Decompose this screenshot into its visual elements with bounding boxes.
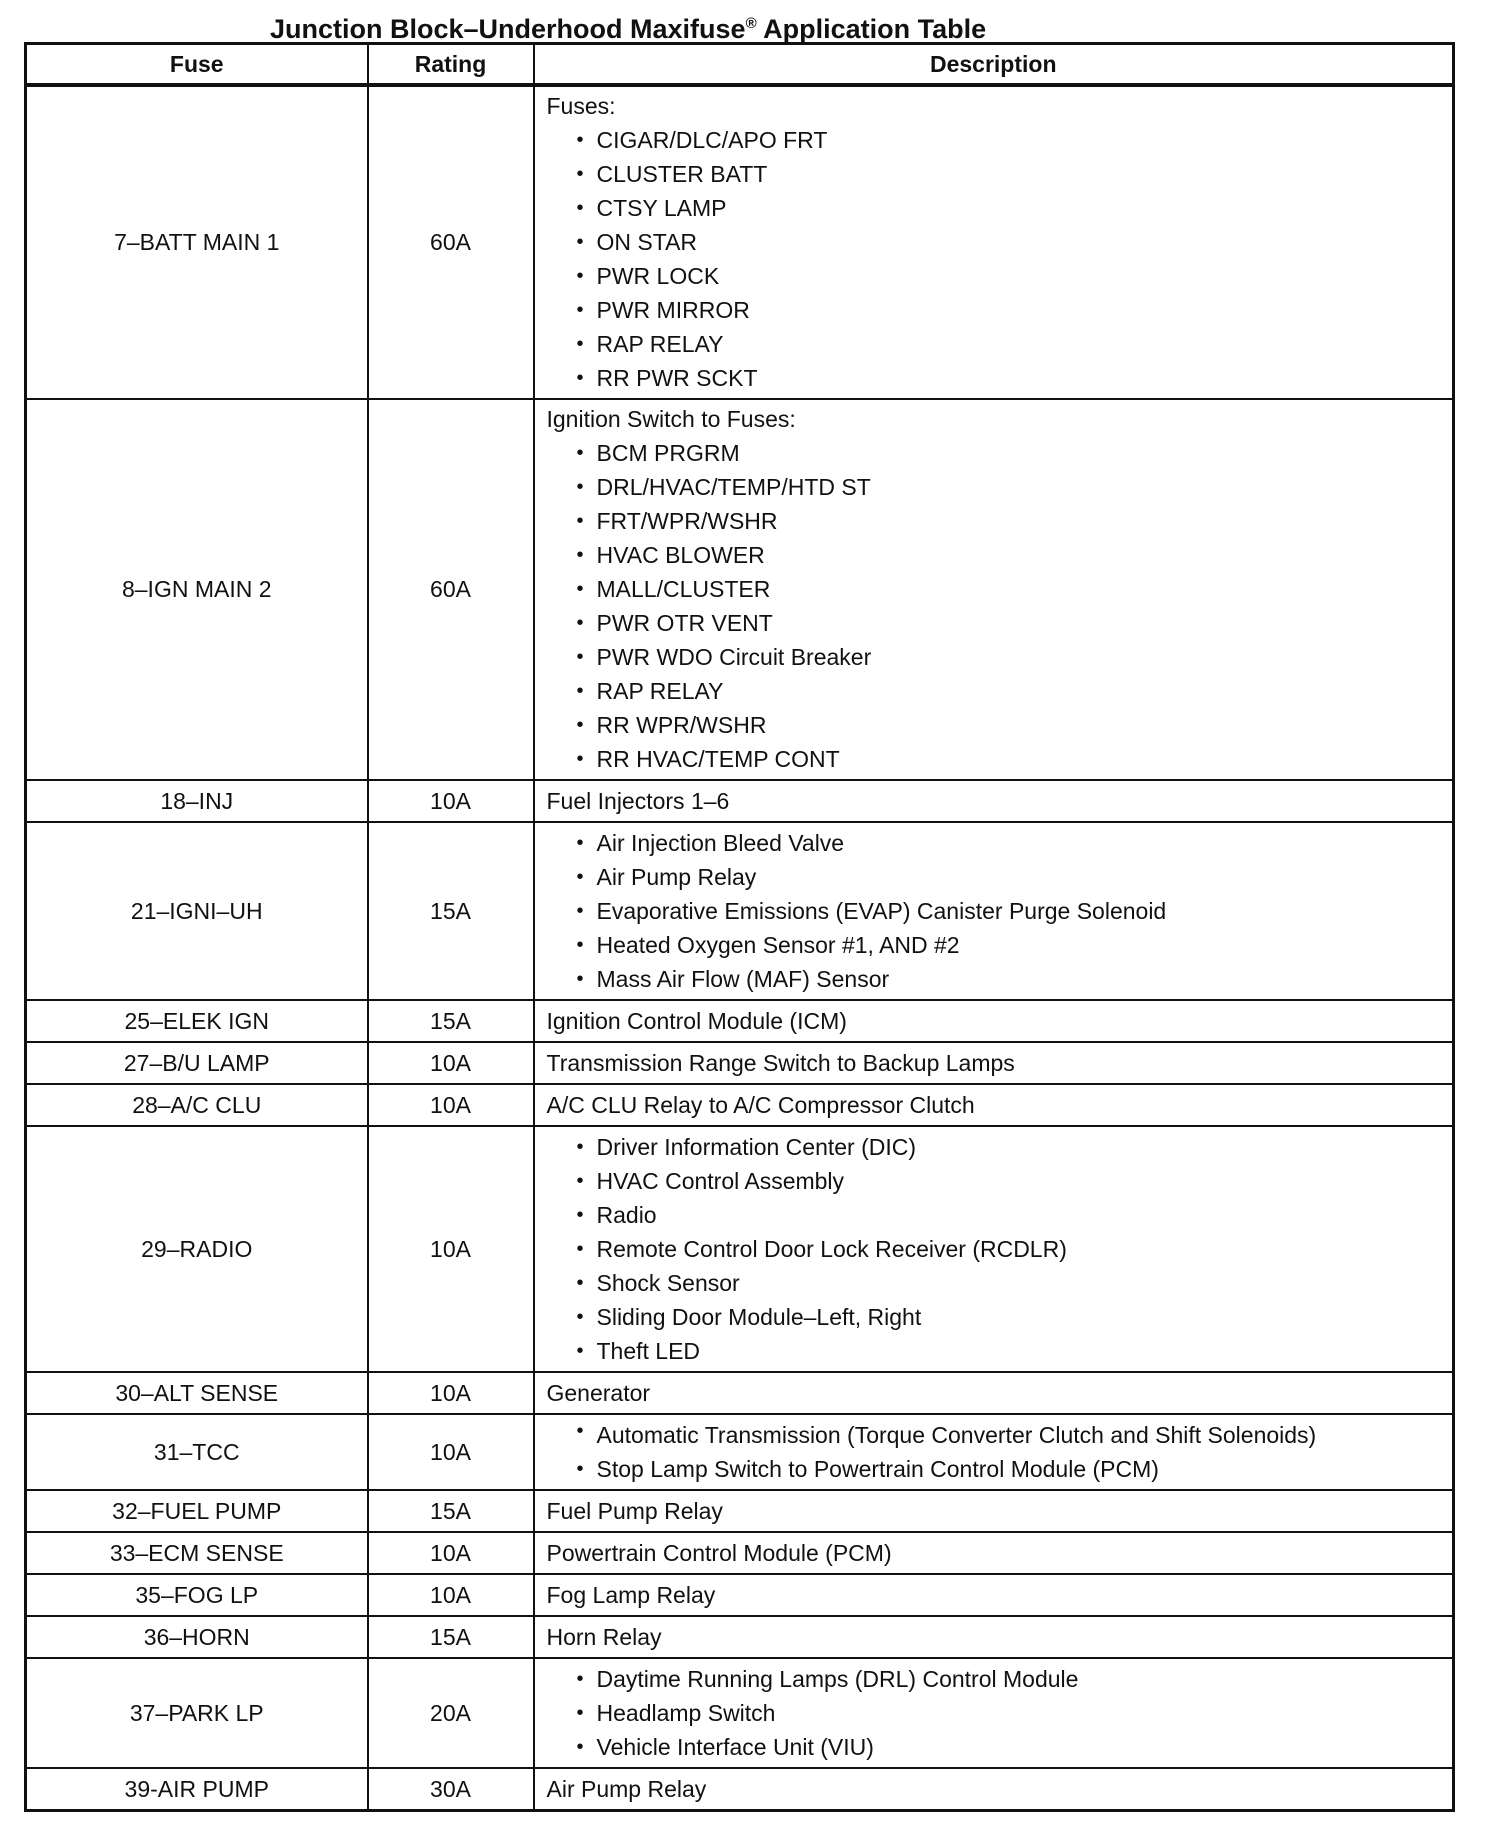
- bullet-list: [547, 826, 1441, 996]
- description-cell: Air Pump Relay: [534, 1768, 1454, 1811]
- rating-cell: 60A: [368, 85, 534, 399]
- fuse-cell: 21–IGNI–UH: [26, 822, 368, 1000]
- table-row: [26, 1042, 1454, 1084]
- bullet-item: • Theft LED: [577, 1334, 1441, 1368]
- description-cell: [534, 822, 1454, 1000]
- bullet-list: [547, 1418, 1441, 1486]
- bullet-list: [547, 1662, 1441, 1764]
- bullet-item: • CTSY LAMP: [577, 191, 1441, 225]
- table-row: [26, 1658, 1454, 1768]
- bullet-item: • Evaporative Emissions (EVAP) Canister Purge Solenoid: [577, 894, 1441, 928]
- fuse-cell: 37–PARK LP: [26, 1658, 368, 1768]
- table-row: [26, 1414, 1454, 1490]
- table-row: [26, 822, 1454, 1000]
- table-row: [26, 399, 1454, 780]
- rating-cell: 10A: [368, 1084, 534, 1126]
- rating-cell: 15A: [368, 1616, 534, 1658]
- bullet-item: • CIGAR/DLC/APO FRT: [577, 123, 1441, 157]
- bullet-item: • Headlamp Switch: [577, 1696, 1441, 1730]
- description-cell: Generator: [534, 1372, 1454, 1414]
- rating-cell: 20A: [368, 1658, 534, 1768]
- bullet-item: • Driver Information Center (DIC): [577, 1130, 1441, 1164]
- bullet-item: • Vehicle Interface Unit (VIU): [577, 1730, 1441, 1764]
- table-row: [26, 1084, 1454, 1126]
- bullet-item: • RR WPR/WSHR: [577, 708, 1441, 742]
- fuse-cell: 31–TCC: [26, 1414, 368, 1490]
- maxifuse-application-table: [24, 42, 1455, 1812]
- rating-cell: 10A: [368, 1372, 534, 1414]
- description-intro: Ignition Switch to Fuses:: [546, 406, 796, 432]
- bullet-item: • PWR WDO Circuit Breaker: [577, 640, 1441, 674]
- table-row: [26, 1616, 1454, 1658]
- description-cell: A/C CLU Relay to A/C Compressor Clutch: [534, 1084, 1454, 1126]
- table-row: [26, 1574, 1454, 1616]
- description-cell: Fuel Pump Relay: [534, 1490, 1454, 1532]
- bullet-list: [547, 1130, 1441, 1368]
- bullet-item: • BCM PRGRM: [577, 436, 1441, 470]
- bullet-list: [547, 123, 1441, 395]
- rating-cell: 10A: [368, 1414, 534, 1490]
- fuse-cell: 7–BATT MAIN 1: [26, 85, 368, 399]
- fuse-cell: 32–FUEL PUMP: [26, 1490, 368, 1532]
- table-row: [26, 1000, 1454, 1042]
- table-row: [26, 1768, 1454, 1811]
- table-row: [26, 780, 1454, 822]
- rating-cell: 30A: [368, 1768, 534, 1811]
- rating-cell: 10A: [368, 1126, 534, 1372]
- bullet-item: • RAP RELAY: [577, 327, 1441, 361]
- header-rating: Rating: [368, 44, 534, 86]
- header-description: Description: [534, 44, 1454, 86]
- title-text: Junction Block–Underhood Maxifuse: [270, 14, 746, 44]
- bullet-item: • MALL/CLUSTER: [577, 572, 1441, 606]
- description-intro: Fuses:: [546, 93, 616, 119]
- bullet-item: • Daytime Running Lamps (DRL) Control Module: [577, 1662, 1441, 1696]
- rating-cell: 60A: [368, 399, 534, 780]
- description-cell: Ignition Control Module (ICM): [534, 1000, 1454, 1042]
- description-cell: [534, 1658, 1454, 1768]
- bullet-item: • HVAC BLOWER: [577, 538, 1441, 572]
- table-row: [26, 1126, 1454, 1372]
- header-row: [26, 44, 1454, 86]
- bullet-list: [547, 436, 1441, 776]
- description-cell: [534, 399, 1454, 780]
- fuse-cell: 18–INJ: [26, 780, 368, 822]
- bullet-item: • RR PWR SCKT: [577, 361, 1441, 395]
- description-cell: [534, 1126, 1454, 1372]
- table-row: [26, 1372, 1454, 1414]
- fuse-cell: 8–IGN MAIN 2: [26, 399, 368, 780]
- rating-cell: 15A: [368, 822, 534, 1000]
- bullet-item: • HVAC Control Assembly: [577, 1164, 1441, 1198]
- page-title: [270, 4, 1090, 44]
- bullet-item: • Heated Oxygen Sensor #1, AND #2: [577, 928, 1441, 962]
- bullet-item: • Stop Lamp Switch to Powertrain Control Module (PCM): [577, 1452, 1441, 1486]
- fuse-cell: 36–HORN: [26, 1616, 368, 1658]
- bullet-item: • RR HVAC/TEMP CONT: [577, 742, 1441, 776]
- table-row: [26, 1532, 1454, 1574]
- rating-cell: 10A: [368, 1042, 534, 1084]
- fuse-cell: 25–ELEK IGN: [26, 1000, 368, 1042]
- title-suffix: Application Table: [756, 14, 987, 44]
- description-cell: [534, 1414, 1454, 1490]
- bullet-item: • Air Pump Relay: [577, 860, 1441, 894]
- fuse-cell: 29–RADIO: [26, 1126, 368, 1372]
- bullet-item: • RAP RELAY: [577, 674, 1441, 708]
- description-cell: Powertrain Control Module (PCM): [534, 1532, 1454, 1574]
- table-row: [26, 85, 1454, 399]
- fuse-cell: 28–A/C CLU: [26, 1084, 368, 1126]
- description-cell: [534, 85, 1454, 399]
- description-cell: Horn Relay: [534, 1616, 1454, 1658]
- description-cell: Transmission Range Switch to Backup Lamps: [534, 1042, 1454, 1084]
- fuse-cell: 27–B/U LAMP: [26, 1042, 368, 1084]
- bullet-item: • PWR LOCK: [577, 259, 1441, 293]
- bullet-item: • PWR OTR VENT: [577, 606, 1441, 640]
- rating-cell: 10A: [368, 1532, 534, 1574]
- rating-cell: 15A: [368, 1000, 534, 1042]
- bullet-item: • PWR MIRROR: [577, 293, 1441, 327]
- bullet-item: • Air Injection Bleed Valve: [577, 826, 1441, 860]
- bullet-item: • Mass Air Flow (MAF) Sensor: [577, 962, 1441, 996]
- bullet-item: • Automatic Transmission (Torque Converter Clutch and Shift Solenoids): [577, 1418, 1441, 1452]
- bullet-item: • Shock Sensor: [577, 1266, 1441, 1300]
- fuse-cell: 30–ALT SENSE: [26, 1372, 368, 1414]
- registered-mark: ®: [745, 15, 757, 32]
- description-cell: Fuel Injectors 1–6: [534, 780, 1454, 822]
- header-fuse: Fuse: [26, 44, 368, 86]
- bullet-item: • ON STAR: [577, 225, 1441, 259]
- bullet-item: • Sliding Door Module–Left, Right: [577, 1300, 1441, 1334]
- fuse-cell: 35–FOG LP: [26, 1574, 368, 1616]
- description-cell: Fog Lamp Relay: [534, 1574, 1454, 1616]
- bullet-item: • FRT/WPR/WSHR: [577, 504, 1441, 538]
- rating-cell: 15A: [368, 1490, 534, 1532]
- fuse-cell: 33–ECM SENSE: [26, 1532, 368, 1574]
- rating-cell: 10A: [368, 780, 534, 822]
- bullet-item: • CLUSTER BATT: [577, 157, 1441, 191]
- bullet-item: • Remote Control Door Lock Receiver (RCDLR): [577, 1232, 1441, 1266]
- bullet-item: • Radio: [577, 1198, 1441, 1232]
- rating-cell: 10A: [368, 1574, 534, 1616]
- fuse-cell: 39-AIR PUMP: [26, 1768, 368, 1811]
- bullet-item: • DRL/HVAC/TEMP/HTD ST: [577, 470, 1441, 504]
- table-row: [26, 1490, 1454, 1532]
